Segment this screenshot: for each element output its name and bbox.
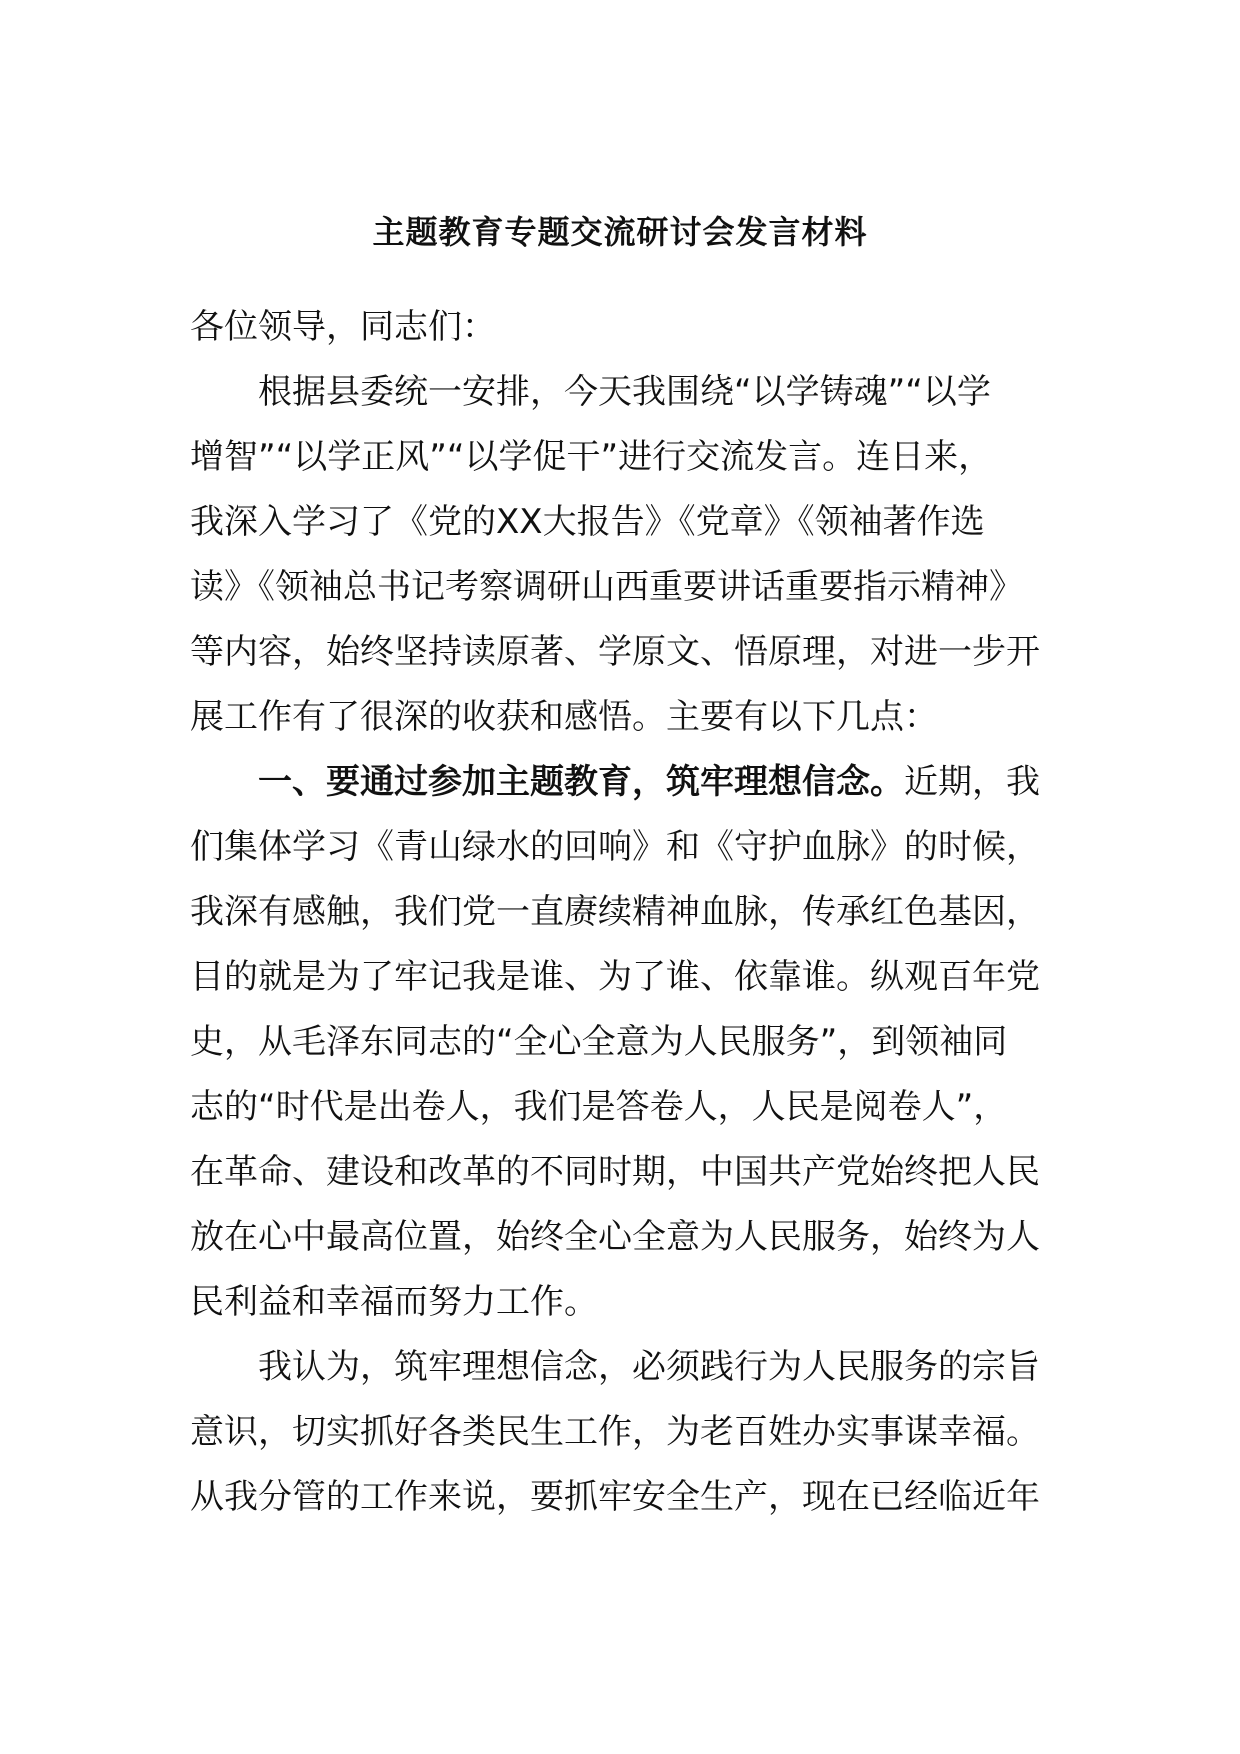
paragraph-line: 根据县委统一安排，今天我围绕“以学铸魂”“以学 [258,372,991,412]
section-heading: 一、要通过参加主题教育，筑牢理想信念。 [258,762,904,802]
paragraph-line: 们集体学习《青山绿水的回响》和《守护血脉》的时候， [190,827,1040,867]
paragraph-line: 意识，切实抓好各类民生工作，为老百姓办实事谋幸福。 [190,1412,1040,1452]
paragraph-line: 民利益和幸福而努力工作。 [190,1282,598,1322]
paragraph-line: 从我分管的工作来说，要抓牢安全生产，现在已经临近年 [190,1477,1040,1517]
paragraph-line: 放在心中最高位置，始终全心全意为人民服务，始终为人 [190,1217,1040,1257]
paragraph-line: 我深有感触，我们党一直赓续精神血脉，传承红色基因， [190,892,1040,932]
section-heading-continuation: 近期，我 [904,762,1040,802]
salutation-line: 各位领导，同志们： [190,307,496,347]
paragraph-line: 我深入学习了《党的XX大报告》《党章》《领袖著作选 [190,502,985,542]
section-heading-line [190,750,1060,815]
paragraph-line: 在革命、建设和改革的不同时期，中国共产党始终把人民 [190,1152,1040,1192]
document-body [190,295,1060,1530]
paragraph-line: 展工作有了很深的收获和感悟。主要有以下几点： [190,697,938,737]
document-title: 主题教育专题交流研讨会发言材料 [372,213,868,251]
paragraph-line: 志的“时代是出卷人，我们是答卷人，人民是阅卷人”， [190,1087,1008,1127]
paragraph-line: 等内容，始终坚持读原著、学原文、悟原理，对进一步开 [190,632,1040,672]
paragraph-line: 史，从毛泽东同志的“全心全意为人民服务”，到领袖同 [190,1022,1008,1062]
paragraph-line: 增智”“以学正风”“以学促干”进行交流发言。连日来， [190,437,993,477]
paragraph-line: 读》《领袖总书记考察调研山西重要讲话重要指示精神》 [190,567,1023,607]
paragraph-line: 我认为，筑牢理想信念，必须践行为人民服务的宗旨 [258,1347,1040,1387]
paragraph-line: 目的就是为了牢记我是谁、为了谁、依靠谁。纵观百年党 [190,957,1040,997]
